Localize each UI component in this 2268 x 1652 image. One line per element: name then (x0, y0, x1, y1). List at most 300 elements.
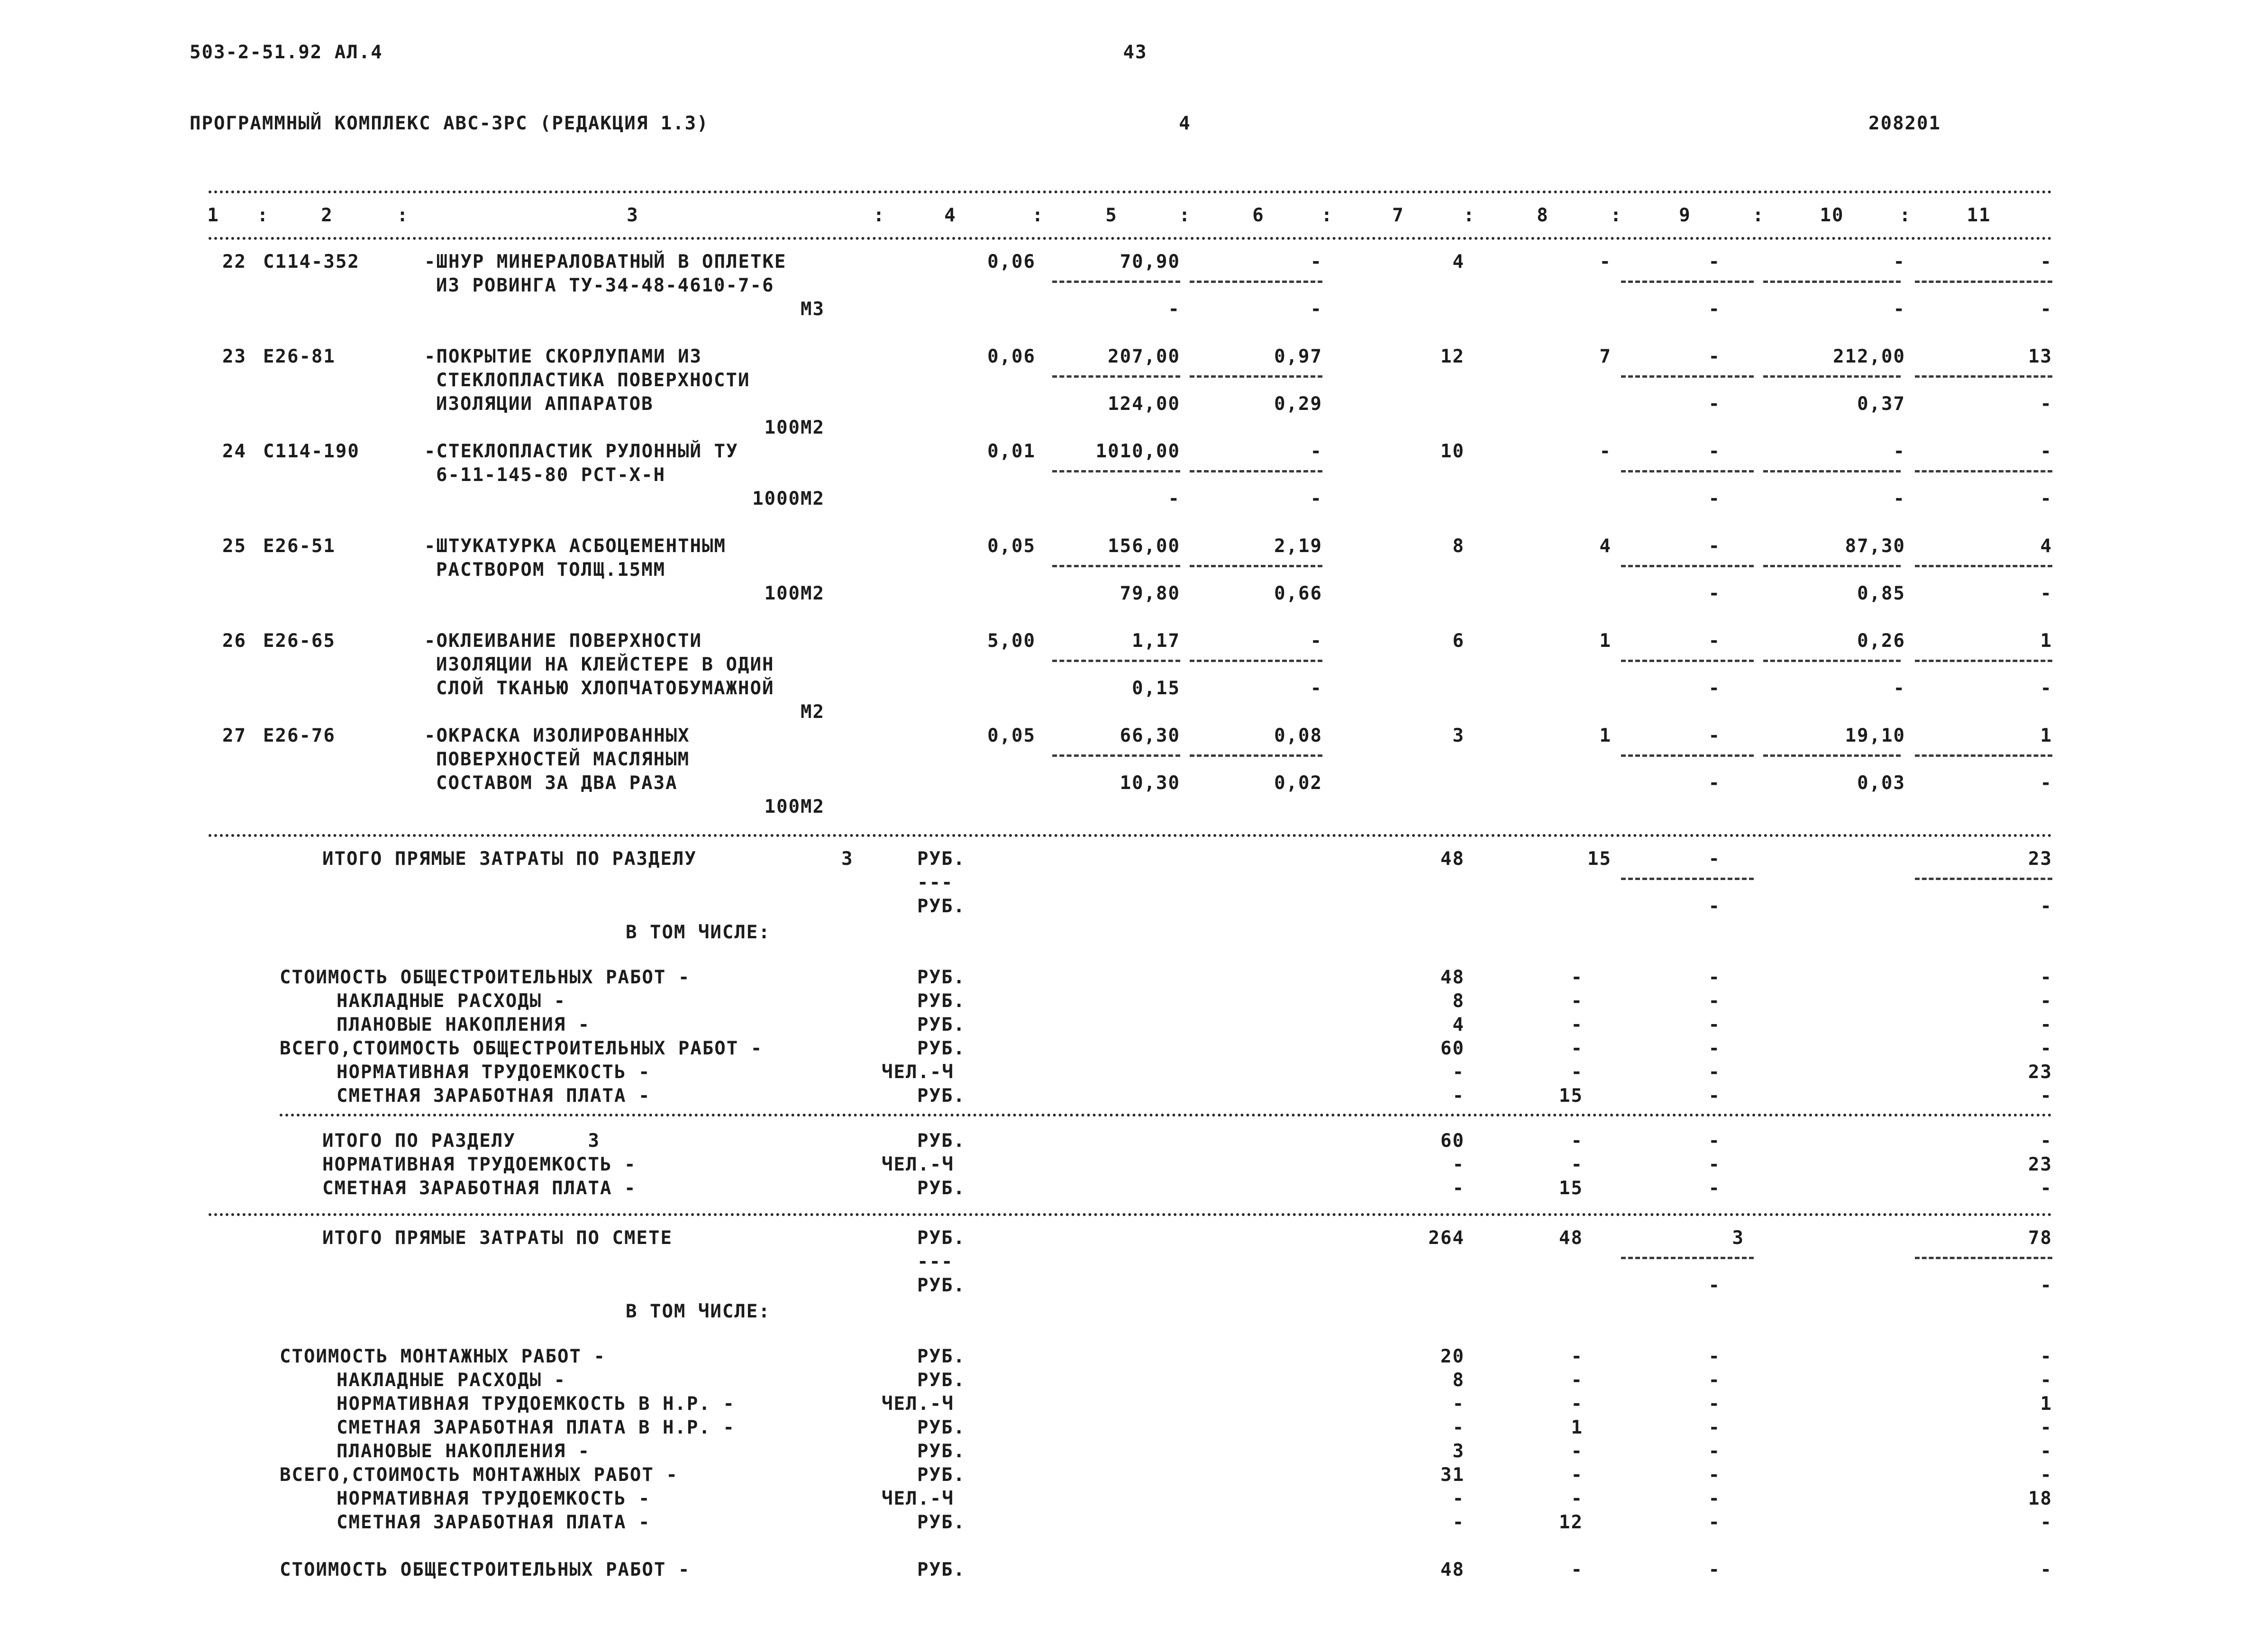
section-summary-unit: РУБ. (917, 1130, 965, 1152)
section-summary-label: НОРМАТИВНАЯ ТРУДОЕМКОСТЬ - (322, 1154, 637, 1175)
row-col8: 1 (1599, 725, 1612, 746)
section-summary-unit: РУБ. (917, 1178, 965, 1199)
section-summary-col9: - (1708, 1178, 1721, 1199)
row-col8: - (1599, 441, 1612, 462)
row-col6-sub: - (1310, 299, 1322, 320)
block1-label: ПЛАНОВЫЕ НАКОПЛЕНИЯ - (337, 1014, 591, 1035)
last-row-label: СТОИМОСТЬ ОБЩЕСТРОИТЕЛЬНЫХ РАБОТ - (280, 1559, 691, 1580)
block2-col7: - (1452, 1488, 1465, 1509)
row-sub-rule (1915, 565, 2052, 567)
section-summary-col7: - (1452, 1178, 1465, 1199)
row-col5: 1,17 (1132, 630, 1180, 652)
row-col9: - (1708, 441, 1721, 462)
block2-label: СМЕТНАЯ ЗАРАБОТНАЯ ПЛАТА - (337, 1512, 651, 1533)
row-col11-sub: - (2040, 678, 2052, 699)
block2-label: НОРМАТИВНАЯ ТРУДОЕМКОСТЬ В Н.Р. - (337, 1393, 735, 1415)
section-total-col9: - (1708, 848, 1721, 870)
last-row-col11: - (2040, 1559, 2052, 1580)
row-col10: 212,00 (1833, 346, 1905, 367)
row-code: Е26-65 (263, 630, 336, 652)
row-unit: 1000М2 (752, 488, 825, 509)
row-code: С114-190 (263, 441, 360, 462)
row-quantity: 5,00 (987, 630, 1036, 652)
section-summary-label: СМЕТНАЯ ЗАРАБОТНАЯ ПЛАТА - (322, 1178, 637, 1199)
row-col6: 2,19 (1274, 536, 1322, 557)
row-col5-sub: 10,30 (1120, 772, 1180, 794)
block1-unit: РУБ. (917, 967, 965, 988)
column-header-3: 3 (627, 205, 639, 226)
block2-col9: - (1708, 1370, 1721, 1391)
block2-unit: РУБ. (917, 1370, 965, 1391)
section-total-col11-sub: - (2040, 896, 2052, 917)
estimate-total-label: ИТОГО ПРЯМЫЕ ЗАТРАТЫ ПО СМЕТЕ (322, 1227, 673, 1249)
row-sub-rule (1621, 375, 1754, 378)
estimate-total-col9-sub: - (1708, 1275, 1721, 1296)
block1-label: ВСЕГО,СТОИМОСТЬ ОБЩЕСТРОИТЕЛЬНЫХ РАБОТ - (280, 1038, 763, 1059)
block2-col9: - (1708, 1441, 1721, 1462)
row-col11-sub: - (2040, 772, 2052, 794)
section-total-col11: 23 (2028, 848, 2052, 870)
row-col11: - (2040, 441, 2052, 462)
block1-col11: - (2040, 1085, 2052, 1107)
block2-unit: ЧЕЛ.-Ч (882, 1393, 954, 1415)
row-col5: 1010,00 (1095, 441, 1180, 462)
block2-col11: - (2040, 1464, 2052, 1486)
row-col10: 87,30 (1845, 536, 1905, 557)
block1-col9: - (1708, 1085, 1721, 1107)
block1-col7: 48 (1440, 967, 1465, 988)
block1-col11: - (2040, 990, 2052, 1012)
column-header-8: 8 (1537, 205, 1549, 226)
column-header-6: 6 (1252, 205, 1265, 226)
section-summary-col11: 23 (2028, 1154, 2052, 1175)
row-quantity: 0,06 (987, 251, 1036, 272)
row-col9: - (1708, 630, 1721, 652)
row-col10: 0,26 (1857, 630, 1905, 652)
row-number: 26 (222, 630, 246, 652)
estimate-total-sub-rule (1621, 1257, 1754, 1259)
block2-col8: - (1571, 1393, 1583, 1415)
block1-col9: - (1708, 967, 1721, 988)
last-row-col9: - (1708, 1559, 1721, 1580)
last-row-unit: РУБ. (917, 1559, 965, 1580)
row-col6-sub: 0,29 (1274, 393, 1322, 415)
row-col11: 4 (2040, 536, 2052, 557)
block2-col9: - (1708, 1488, 1721, 1509)
block1-col7: 60 (1440, 1038, 1465, 1059)
program-title: ПРОГРАММНЫЙ КОМПЛЕКС АВС-3РС (РЕДАКЦИЯ 1.3) (190, 113, 709, 134)
row-col5-sub: - (1168, 299, 1180, 320)
block2-label: НАКЛАДНЫЕ РАСХОДЫ - (337, 1370, 566, 1391)
section-rule (209, 834, 2052, 837)
row-col6-sub: - (1310, 488, 1322, 509)
sheet-number: 4 (1179, 113, 1191, 134)
row-col10: - (1893, 441, 1905, 462)
block2-col11: 18 (2028, 1488, 2052, 1509)
section-summary-col7: - (1452, 1154, 1465, 1175)
row-sub-rule (1052, 565, 1180, 567)
section-summary-col11: - (2040, 1178, 2052, 1199)
block2-col7: 31 (1440, 1464, 1465, 1486)
header-bottom-rule (209, 237, 2052, 240)
row-col9: - (1708, 346, 1721, 367)
row-col11-sub: - (2040, 583, 2052, 604)
estimate-total-col11-sub: - (2040, 1275, 2052, 1296)
row-col9-sub: - (1708, 678, 1721, 699)
estimate-total-col11: 78 (2028, 1227, 2052, 1249)
row-sub-rule (1052, 470, 1180, 472)
row-description: -ОКЛЕИВАНИЕ ПОВЕРХНОСТИ (424, 630, 702, 652)
block2-label: СМЕТНАЯ ЗАРАБОТНАЯ ПЛАТА В Н.Р. - (337, 1417, 735, 1438)
block2-col8: - (1571, 1464, 1583, 1486)
estimate-total-col8: 48 (1559, 1227, 1583, 1249)
column-header-7: 7 (1392, 205, 1404, 226)
estimate-total-unit2: РУБ. (917, 1275, 965, 1296)
block1-col9: - (1708, 1038, 1721, 1059)
block1-unit: РУБ. (917, 1085, 965, 1107)
block1-col8: - (1571, 1014, 1583, 1035)
section-summary-col9: - (1708, 1130, 1721, 1152)
block1-label: СТОИМОСТЬ ОБЩЕСТРОИТЕЛЬНЫХ РАБОТ - (280, 967, 691, 988)
column-header-9: 9 (1679, 205, 1691, 226)
row-col6: - (1310, 630, 1322, 652)
block1-col9: - (1708, 1062, 1721, 1083)
row-col6: - (1310, 251, 1322, 272)
row-quantity: 0,01 (987, 441, 1036, 462)
block2-col8: 1 (1571, 1417, 1583, 1438)
block1-col9: - (1708, 990, 1721, 1012)
including-label-2: В ТОМ ЧИСЛЕ: (626, 1301, 771, 1322)
row-sub-rule (1052, 281, 1180, 283)
row-sub-rule (1621, 281, 1754, 283)
block2-label: НОРМАТИВНАЯ ТРУДОЕМКОСТЬ - (337, 1488, 651, 1509)
row-col9-sub: - (1708, 772, 1721, 794)
row-col11: 13 (2028, 346, 2052, 367)
row-col11: - (2040, 251, 2052, 272)
row-unit: М3 (801, 299, 825, 320)
doc-code: 503-2-51.92 АЛ.4 (190, 42, 383, 63)
section-summary-rule (280, 1114, 2052, 1116)
row-col9: - (1708, 251, 1721, 272)
column-header-5: 5 (1105, 205, 1118, 226)
row-col5-sub: 124,00 (1108, 393, 1180, 415)
row-unit: 100М2 (764, 583, 825, 604)
section-total-sub-rule (1621, 878, 1754, 880)
column-separator: : (397, 205, 409, 226)
column-separator: : (257, 205, 269, 226)
row-description: 6-11-145-80 РСТ-Х-Н (436, 464, 666, 486)
row-col9-sub: - (1708, 299, 1721, 320)
row-col7: 6 (1452, 630, 1465, 652)
section-total-sub-rule (1915, 878, 2052, 880)
row-col8: 4 (1599, 536, 1612, 557)
block2-unit: РУБ. (917, 1346, 965, 1367)
row-col10-sub: - (1893, 488, 1905, 509)
row-col8: 7 (1599, 346, 1612, 367)
row-description: -ОКРАСКА ИЗОЛИРОВАННЫХ (424, 725, 690, 746)
row-description: -ПОКРЫТИЕ СКОРЛУПАМИ ИЗ (424, 346, 702, 367)
block2-col7: - (1452, 1417, 1465, 1438)
section-total-unit2: РУБ. (917, 896, 965, 917)
row-sub-rule (1915, 375, 2052, 378)
row-unit: 100М2 (764, 796, 825, 817)
block2-col11: - (2040, 1346, 2052, 1367)
block1-label: НАКЛАДНЫЕ РАСХОДЫ - (337, 990, 566, 1012)
block1-col8: - (1571, 967, 1583, 988)
row-col11-sub: - (2040, 393, 2052, 415)
row-description: ИЗОЛЯЦИИ АППАРАТОВ (436, 393, 654, 415)
block2-col8: - (1571, 1441, 1583, 1462)
header-code: 208201 (1868, 113, 1941, 134)
row-col10-sub: - (1893, 299, 1905, 320)
row-quantity: 0,05 (987, 536, 1036, 557)
block2-col7: 8 (1452, 1370, 1465, 1391)
row-sub-rule (1915, 281, 2052, 283)
row-description: СТЕКЛОПЛАСТИКА ПОВЕРХНОСТИ (436, 370, 750, 391)
column-header-10: 10 (1820, 205, 1844, 226)
row-col7: 4 (1452, 251, 1465, 272)
row-description: -СТЕКЛОПЛАСТИК РУЛОННЫЙ ТУ (424, 441, 738, 462)
row-col9-sub: - (1708, 583, 1721, 604)
row-sub-rule (1052, 660, 1180, 662)
section-total-number: 3 (841, 848, 854, 870)
block2-col8: - (1571, 1370, 1583, 1391)
row-quantity: 0,06 (987, 346, 1036, 367)
block2-col7: 20 (1440, 1346, 1465, 1367)
section-total-col9-sub: - (1708, 896, 1721, 917)
row-col6-sub: 0,66 (1274, 583, 1322, 604)
estimate-total-col7: 264 (1428, 1227, 1465, 1249)
row-description: ИЗ РОВИНГА ТУ-34-48-4610-7-6 (436, 275, 774, 296)
row-sub-rule (1190, 565, 1322, 567)
section-summary-col8: - (1571, 1154, 1583, 1175)
row-col9-sub: - (1708, 393, 1721, 415)
column-separator: : (1752, 205, 1765, 226)
row-sub-rule (1915, 754, 2052, 757)
block1-col7: 8 (1452, 990, 1465, 1012)
row-sub-rule (1190, 660, 1322, 662)
column-header-1: 1 (207, 205, 219, 226)
section-total-unit: РУБ. (917, 848, 965, 870)
block2-col9: - (1708, 1512, 1721, 1533)
block1-col8: - (1571, 1038, 1583, 1059)
column-separator: : (873, 205, 885, 226)
row-unit: М2 (801, 701, 825, 723)
block2-col7: - (1452, 1393, 1465, 1415)
block1-col7: - (1452, 1062, 1465, 1083)
row-number: 22 (222, 251, 246, 272)
block1-unit: РУБ. (917, 1038, 965, 1059)
block2-col9: - (1708, 1464, 1721, 1486)
block2-col8: - (1571, 1488, 1583, 1509)
block2-label: ПЛАНОВЫЕ НАКОПЛЕНИЯ - (337, 1441, 591, 1462)
column-separator: : (1321, 205, 1333, 226)
row-col11: 1 (2040, 725, 2052, 746)
block1-unit: РУБ. (917, 990, 965, 1012)
row-col6: 0,08 (1274, 725, 1322, 746)
row-code: С114-352 (263, 251, 360, 272)
row-number: 23 (222, 346, 246, 367)
estimate-total-col9: 3 (1732, 1227, 1744, 1249)
row-description: СОСТАВОМ ЗА ДВА РАЗА (436, 772, 678, 794)
estimate-total-unit: РУБ. (917, 1227, 965, 1249)
row-sub-rule (1763, 375, 1901, 378)
row-col5-sub: - (1168, 488, 1180, 509)
row-sub-rule (1763, 660, 1901, 662)
row-col8: - (1599, 251, 1612, 272)
row-col10-sub: 0,85 (1857, 583, 1905, 604)
row-sub-rule (1190, 281, 1322, 283)
row-sub-rule (1190, 754, 1322, 757)
block1-col7: 4 (1452, 1014, 1465, 1035)
row-col9: - (1708, 536, 1721, 557)
block1-col9: - (1708, 1014, 1721, 1035)
row-col5-sub: 79,80 (1120, 583, 1180, 604)
block2-col7: 3 (1452, 1441, 1465, 1462)
estimate-rule (209, 1213, 2052, 1216)
estimate-total-unit-dash: --- (917, 1251, 954, 1272)
row-col11-sub: - (2040, 299, 2052, 320)
block2-col11: - (2040, 1441, 2052, 1462)
last-row-col8: - (1571, 1559, 1583, 1580)
column-separator: : (1899, 205, 1912, 226)
row-number: 25 (222, 536, 246, 557)
row-col7: 12 (1440, 346, 1465, 367)
row-description: -ШТУКАТУРКА АСБОЦЕМЕНТНЫМ (424, 536, 726, 557)
row-col9: - (1708, 725, 1721, 746)
row-col7: 10 (1440, 441, 1465, 462)
row-col6: 0,97 (1274, 346, 1322, 367)
block2-col8: - (1571, 1346, 1583, 1367)
row-col9-sub: - (1708, 488, 1721, 509)
row-code: Е26-76 (263, 725, 336, 746)
row-sub-rule (1190, 470, 1322, 472)
column-separator: : (1179, 205, 1191, 226)
block1-unit: РУБ. (917, 1014, 965, 1035)
block2-col7: - (1452, 1512, 1465, 1533)
row-col11-sub: - (2040, 488, 2052, 509)
row-col10-sub: 0,03 (1857, 772, 1905, 794)
row-unit: 100М2 (764, 417, 825, 438)
block1-col8: - (1571, 1062, 1583, 1083)
block2-col8: 12 (1559, 1512, 1583, 1533)
row-col6-sub: 0,02 (1274, 772, 1322, 794)
row-sub-rule (1763, 754, 1901, 757)
row-description: ПОВЕРХНОСТЕЙ МАСЛЯНЫМ (436, 749, 690, 770)
row-sub-rule (1621, 470, 1754, 472)
column-header-4: 4 (944, 205, 956, 226)
row-code: Е26-81 (263, 346, 336, 367)
page-number: 43 (1123, 42, 1148, 63)
column-separator: : (1032, 205, 1044, 226)
block1-col8: - (1571, 990, 1583, 1012)
row-description: СЛОЙ ТКАНЬЮ ХЛОПЧАТОБУМАЖНОЙ (436, 678, 774, 699)
row-col6: - (1310, 441, 1322, 462)
row-quantity: 0,05 (987, 725, 1036, 746)
block2-col11: 1 (2040, 1393, 2052, 1415)
section-total-label: ИТОГО ПРЯМЫЕ ЗАТРАТЫ ПО РАЗДЕЛУ (322, 848, 697, 870)
row-sub-rule (1915, 660, 2052, 662)
column-header-2: 2 (321, 205, 333, 226)
row-description: РАСТВОРОМ ТОЛЩ.15ММ (436, 559, 666, 581)
block1-unit: ЧЕЛ.-Ч (882, 1062, 954, 1083)
row-sub-rule (1190, 375, 1322, 378)
row-code: Е26-51 (263, 536, 336, 557)
row-col7: 3 (1452, 725, 1465, 746)
row-description: -ШНУР МИНЕРАЛОВАТНЫЙ В ОПЛЕТКЕ (424, 251, 787, 272)
row-number: 24 (222, 441, 246, 462)
row-sub-rule (1621, 754, 1754, 757)
block1-col11: - (2040, 1038, 2052, 1059)
including-label: В ТОМ ЧИСЛЕ: (626, 922, 771, 943)
block1-label: НОРМАТИВНАЯ ТРУДОЕМКОСТЬ - (337, 1062, 651, 1083)
section-summary-col8: - (1571, 1130, 1583, 1152)
section-summary-label: ИТОГО ПО РАЗДЕЛУ 3 (322, 1130, 601, 1152)
block1-label: СМЕТНАЯ ЗАРАБОТНАЯ ПЛАТА - (337, 1085, 651, 1107)
row-number: 27 (222, 725, 246, 746)
block2-unit: РУБ. (917, 1464, 965, 1486)
row-sub-rule (1621, 660, 1754, 662)
section-summary-col7: 60 (1440, 1130, 1465, 1152)
row-col10-sub: 0,37 (1857, 393, 1905, 415)
section-summary-col8: 15 (1559, 1178, 1583, 1199)
section-summary-col9: - (1708, 1154, 1721, 1175)
block1-col11: - (2040, 1014, 2052, 1035)
row-col5-sub: 0,15 (1132, 678, 1180, 699)
row-col10: - (1893, 251, 1905, 272)
section-total-unit-dash: --- (917, 872, 954, 893)
section-summary-unit: ЧЕЛ.-Ч (882, 1154, 954, 1175)
block2-col9: - (1708, 1393, 1721, 1415)
column-header-11: 11 (1967, 205, 1991, 226)
block2-unit: РУБ. (917, 1441, 965, 1462)
row-sub-rule (1915, 470, 2052, 472)
estimate-total-sub-rule (1915, 1257, 2052, 1259)
row-sub-rule (1052, 754, 1180, 757)
row-col5: 156,00 (1108, 536, 1180, 557)
row-col7: 8 (1452, 536, 1465, 557)
top-rule (209, 191, 2052, 193)
section-total-col7: 48 (1440, 848, 1465, 870)
block2-col11: - (2040, 1370, 2052, 1391)
block2-col11: - (2040, 1417, 2052, 1438)
block2-col9: - (1708, 1417, 1721, 1438)
block2-unit: РУБ. (917, 1417, 965, 1438)
block2-col11: - (2040, 1512, 2052, 1533)
section-summary-col11: - (2040, 1130, 2052, 1152)
block2-unit: ЧЕЛ.-Ч (882, 1488, 954, 1509)
column-separator: : (1463, 205, 1476, 226)
section-total-col8: 15 (1587, 848, 1612, 870)
block1-col11: 23 (2028, 1062, 2052, 1083)
block2-unit: РУБ. (917, 1512, 965, 1533)
block2-label: ВСЕГО,СТОИМОСТЬ МОНТАЖНЫХ РАБОТ - (280, 1464, 678, 1486)
row-sub-rule (1621, 565, 1754, 567)
block2-label: СТОИМОСТЬ МОНТАЖНЫХ РАБОТ - (280, 1346, 606, 1367)
last-row-col7: 48 (1440, 1559, 1465, 1580)
row-sub-rule (1763, 470, 1901, 472)
row-col5: 70,90 (1120, 251, 1180, 272)
row-sub-rule (1763, 281, 1901, 283)
block2-col9: - (1708, 1346, 1721, 1367)
block1-col11: - (2040, 967, 2052, 988)
row-col5: 207,00 (1108, 346, 1180, 367)
row-col6-sub: - (1310, 678, 1322, 699)
row-col10: 19,10 (1845, 725, 1905, 746)
row-col11: 1 (2040, 630, 2052, 652)
block1-col7: - (1452, 1085, 1465, 1107)
row-col8: 1 (1599, 630, 1612, 652)
